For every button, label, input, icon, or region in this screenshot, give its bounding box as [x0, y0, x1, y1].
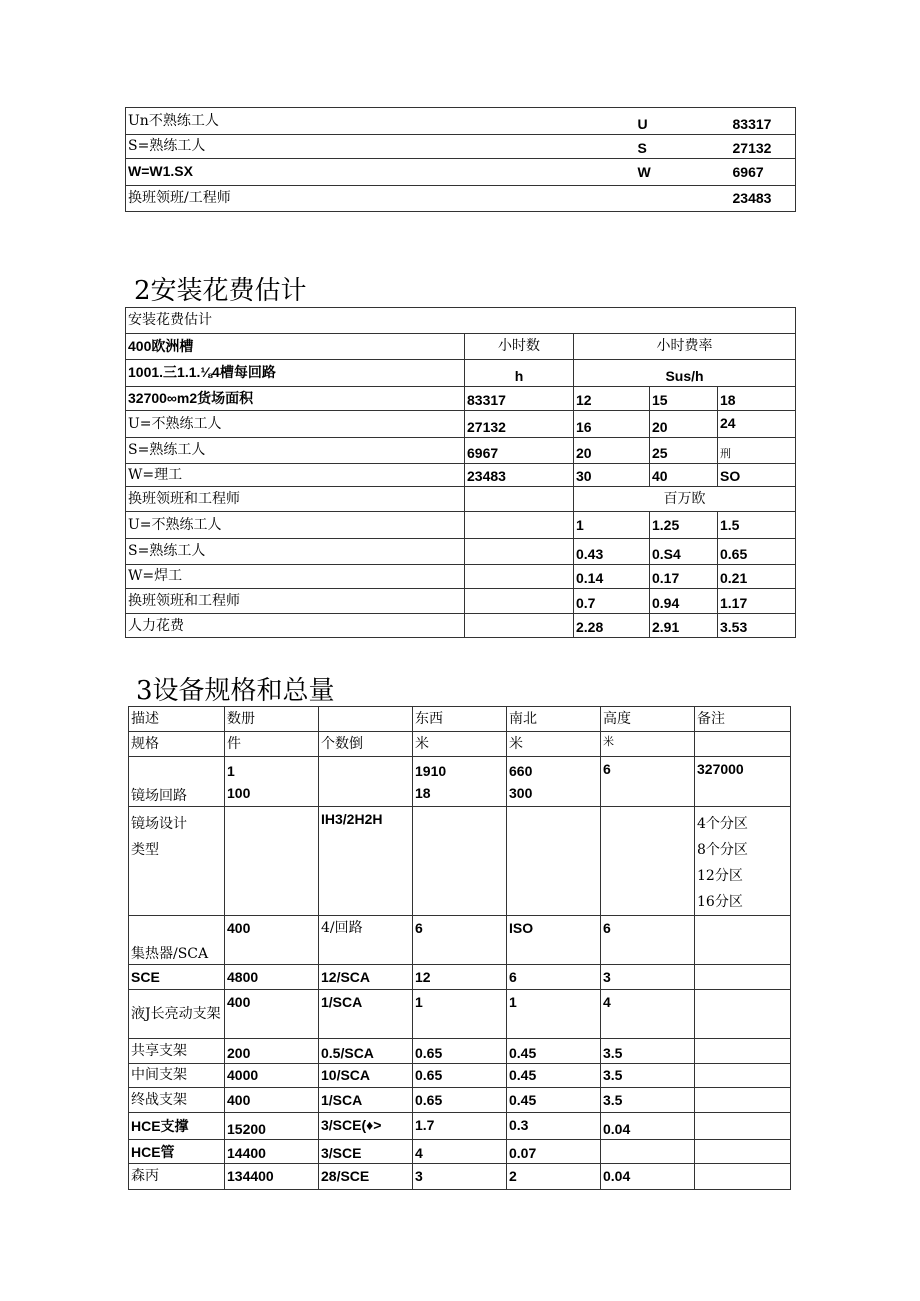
empty-cell: [695, 916, 791, 965]
row-height: 3.5: [601, 1064, 695, 1088]
row-ew: 1.7: [413, 1113, 507, 1140]
cost-cell: 0.43: [574, 539, 650, 565]
labour-symbol: S: [636, 135, 731, 159]
row-ew: 4: [413, 1140, 507, 1164]
unit-rate: Sus/h: [574, 360, 796, 387]
collector-per: 4/回路: [319, 916, 413, 965]
mirror-field-ns: 660 300: [507, 757, 601, 807]
col-rate-header: 小时费率: [574, 334, 796, 360]
rate-cell: 15: [650, 387, 718, 411]
empty-cell: [465, 512, 574, 539]
row-height: 0.04: [601, 1113, 695, 1140]
empty-cell: [225, 807, 319, 916]
row-ns: 0.45: [507, 1064, 601, 1088]
unit-piece: 件: [225, 732, 319, 757]
row-count: 400: [225, 990, 319, 1039]
labour-value: 27132: [731, 135, 796, 159]
zone-item: 4个分区: [697, 816, 748, 832]
row-label: SCE: [129, 965, 225, 990]
header-count: 数册: [225, 707, 319, 732]
cost-section-label: 换班领班和工程师: [126, 487, 465, 512]
empty-cell: [465, 487, 574, 512]
labour-label: 换班领班/工程师: [126, 186, 636, 212]
row-label: 32700∞m2货场面积: [126, 387, 465, 411]
empty-cell: [695, 965, 791, 990]
installation-cost-table: [125, 307, 796, 638]
row-per: 1/SCA: [319, 1088, 413, 1113]
hours-cell: 23483: [465, 464, 574, 487]
row-label: HCE支撑: [129, 1113, 225, 1140]
design-ratio: IH3/2H2H: [319, 807, 413, 916]
row-label: U=不熟练工人: [126, 411, 465, 438]
rate-cell: 20: [650, 411, 718, 438]
collector-height: 6: [601, 916, 695, 965]
unit-meter: 米: [507, 732, 601, 757]
total-label: 人力花费: [126, 614, 465, 638]
rate-cell: 40: [650, 464, 718, 487]
rate-cell: SO: [718, 464, 796, 487]
header-east-west: 东西: [413, 707, 507, 732]
empty-cell: [695, 1088, 791, 1113]
zone-item: 8个分区: [697, 842, 748, 858]
rate-cell: 20: [574, 438, 650, 464]
row-label: 中间支架: [129, 1064, 225, 1088]
cost-cell: 0.7: [574, 589, 650, 614]
cost-cell: 0.14: [574, 565, 650, 589]
rate-cell: 16: [574, 411, 650, 438]
labour-symbol: U: [636, 108, 731, 135]
row-ew: 12: [413, 965, 507, 990]
row-ew: 0.65: [413, 1039, 507, 1064]
cost-row-label: U=不熟练工人: [126, 512, 465, 539]
cost-cell: 0.17: [650, 565, 718, 589]
row-per: 3/SCE(♦>: [319, 1113, 413, 1140]
rate-cell: 24: [718, 411, 796, 438]
row-label: 森丙: [129, 1164, 225, 1190]
row-ew: 1: [413, 990, 507, 1039]
cost-row-label: 换班领班和工程师: [126, 589, 465, 614]
row-height: [601, 1140, 695, 1164]
row-count: 200: [225, 1039, 319, 1064]
empty-cell: [695, 1140, 791, 1164]
design-type-label: 镜场设计 类型: [129, 807, 225, 916]
cost-cell: 1.5: [718, 512, 796, 539]
empty-cell: [695, 1164, 791, 1190]
empty-cell: [465, 589, 574, 614]
header-blank: [319, 707, 413, 732]
row-count: 4800: [225, 965, 319, 990]
empty-cell: [695, 1039, 791, 1064]
row-label: 液J长亮动支架: [129, 990, 225, 1039]
row-label: HCE管: [129, 1140, 225, 1164]
labour-symbol: W: [636, 159, 731, 186]
total-cell: 3.53: [718, 614, 796, 638]
cost-cell: 1.25: [650, 512, 718, 539]
row-per: 10/SCA: [319, 1064, 413, 1088]
section-heading-installation-cost: 2安装花费估计: [134, 276, 307, 306]
header-north-south: 南北: [507, 707, 601, 732]
row-height: 3: [601, 965, 695, 990]
empty-cell: [465, 565, 574, 589]
empty-cell: [413, 807, 507, 916]
collector-count: 400: [225, 916, 319, 965]
row-count: 400: [225, 1088, 319, 1113]
row-per: 3/SCE: [319, 1140, 413, 1164]
empty-cell: [465, 614, 574, 638]
unit-meter: 米: [413, 732, 507, 757]
row-label: S=熟练工人: [126, 438, 465, 464]
zone-list: [695, 807, 791, 916]
unit-meter: 米: [601, 732, 695, 757]
empty-cell: [695, 990, 791, 1039]
cost-cell: 0.S4: [650, 539, 718, 565]
zone-item: 16分区: [697, 894, 743, 910]
row-ns: 6: [507, 965, 601, 990]
empty-cell: [319, 757, 413, 807]
row-ns: 2: [507, 1164, 601, 1190]
mirror-field-ew: 1910 18: [413, 757, 507, 807]
mirror-field-count: 1 100: [225, 757, 319, 807]
table-title: 安装花费估计: [126, 308, 796, 334]
cost-cell: 1: [574, 512, 650, 539]
row-label: W=理工: [126, 464, 465, 487]
collector-ns: ISO: [507, 916, 601, 965]
rate-cell: 30: [574, 464, 650, 487]
cost-row-label: W=焊工: [126, 565, 465, 589]
cost-row-label: S=熟练工人: [126, 539, 465, 565]
row-ew: 0.65: [413, 1088, 507, 1113]
hours-cell: 27132: [465, 411, 574, 438]
labour-value: 23483: [731, 186, 796, 212]
rate-cell: 12: [574, 387, 650, 411]
equipment-spec-table: [128, 706, 791, 1190]
zone-item: 12分区: [697, 868, 743, 884]
header-height: 高度: [601, 707, 695, 732]
cost-cell: 0.94: [650, 589, 718, 614]
rate-cell: 刑: [718, 438, 796, 464]
row-height: 0.04: [601, 1164, 695, 1190]
row-ew: 3: [413, 1164, 507, 1190]
row-height: 3.5: [601, 1088, 695, 1113]
row-label: 共享支架: [129, 1039, 225, 1064]
row-count: 134400: [225, 1164, 319, 1190]
empty-cell: [695, 1113, 791, 1140]
empty-cell: [601, 807, 695, 916]
collector-ew: 6: [413, 916, 507, 965]
row-ns: 1: [507, 990, 601, 1039]
cost-cell: 1.17: [718, 589, 796, 614]
row-label: 终战支架: [129, 1088, 225, 1113]
empty-cell: [507, 807, 601, 916]
row-per: 0.5/SCA: [319, 1039, 413, 1064]
row-ns: 0.3: [507, 1113, 601, 1140]
row-per: 28/SCE: [319, 1164, 413, 1190]
unit-hours: h: [465, 360, 574, 387]
hours-cell: 6967: [465, 438, 574, 464]
row-ns: 0.45: [507, 1088, 601, 1113]
total-cell: 2.28: [574, 614, 650, 638]
labour-value: 83317: [731, 108, 796, 135]
rate-cell: 18: [718, 387, 796, 411]
row-per: 12/SCA: [319, 965, 413, 990]
row-count: 15200: [225, 1113, 319, 1140]
row-ns: 0.07: [507, 1140, 601, 1164]
cost-cell: 0.65: [718, 539, 796, 565]
total-cell: 2.91: [650, 614, 718, 638]
collector-label: 集热器/SCA: [129, 916, 225, 965]
empty-cell: [695, 1064, 791, 1088]
mirror-field-note: 327000: [695, 757, 791, 807]
rate-cell: 25: [650, 438, 718, 464]
cost-unit: 百万欧: [574, 487, 796, 512]
labour-label: S=熟练工人: [126, 135, 636, 159]
labour-symbol: [636, 186, 731, 212]
labour-label: W=W1.SX: [126, 159, 636, 186]
mirror-field-label: 镜场回路: [129, 757, 225, 807]
section-heading-equipment-spec: 3设备规格和总量: [136, 676, 335, 706]
header-label: 400欧洲槽: [126, 334, 465, 360]
labour-value: 6967: [731, 159, 796, 186]
row-height: 4: [601, 990, 695, 1039]
col-hours-header: 小时数: [465, 334, 574, 360]
subheader-label: 1001.三1.1.⅛4槽每回路: [126, 360, 465, 387]
row-count: 14400: [225, 1140, 319, 1164]
header-notes: 备注: [695, 707, 791, 732]
unit-spec: 规格: [129, 732, 225, 757]
hours-cell: 83317: [465, 387, 574, 411]
header-description: 描述: [129, 707, 225, 732]
row-count: 4000: [225, 1064, 319, 1088]
row-ew: 0.65: [413, 1064, 507, 1088]
row-ns: 0.45: [507, 1039, 601, 1064]
unit-blank: [695, 732, 791, 757]
mirror-field-height: 6: [601, 757, 695, 807]
row-per: 1/SCA: [319, 990, 413, 1039]
labour-hours-table: [125, 107, 796, 212]
row-height: 3.5: [601, 1039, 695, 1064]
labour-label: Un不熟练工人: [126, 108, 636, 135]
cost-cell: 0.21: [718, 565, 796, 589]
unit-per: 个数倒: [319, 732, 413, 757]
empty-cell: [465, 539, 574, 565]
